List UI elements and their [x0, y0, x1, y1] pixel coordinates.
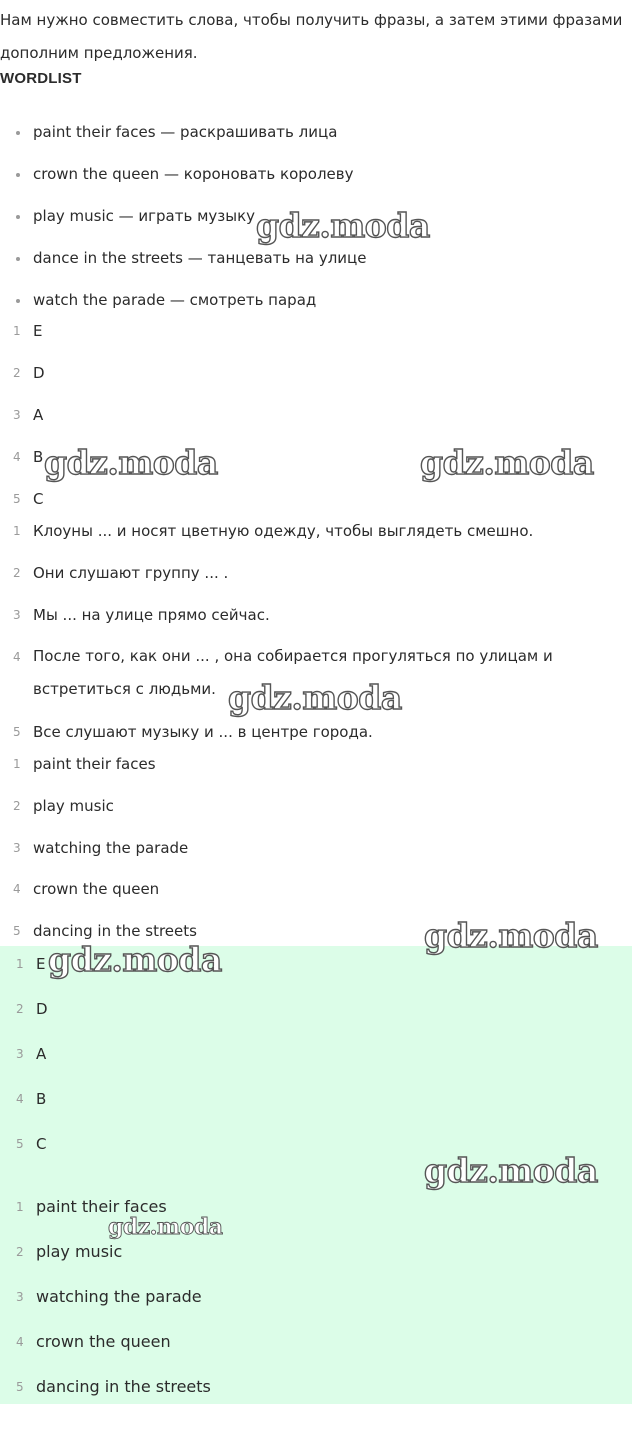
- bullet-icon: [16, 215, 20, 219]
- bullet-icon: [16, 257, 20, 261]
- bullet-icon: [16, 131, 20, 135]
- watermark-logo: gdz.moda: [424, 1151, 598, 1190]
- watermark-logo: gdz.moda: [44, 443, 218, 482]
- watermark-logo: gdz.moda: [48, 940, 222, 979]
- bullet-icon: [16, 299, 20, 303]
- watermark-logo: gdz.moda: [256, 206, 430, 245]
- watermark-logo: gdz.moda: [228, 678, 402, 717]
- watermark-logo: gdz.moda: [108, 1214, 223, 1240]
- bullet-icon: [16, 173, 20, 177]
- answer-panel: 1 E 2 D 3 A 4 B 5 C 1 paint their faces 2 play music 3 watching the parade 4 crown the queen 5 dancing in the streets: [0, 946, 632, 1404]
- wordlist-heading: WORDLIST: [0, 70, 82, 87]
- intro-text: Нам нужно совместить слова, чтобы получить фразы, а затем этими фразами дополним предложения.: [0, 11, 623, 62]
- watermark-logo: gdz.moda: [424, 916, 598, 955]
- watermark-logo: gdz.moda: [420, 443, 594, 482]
